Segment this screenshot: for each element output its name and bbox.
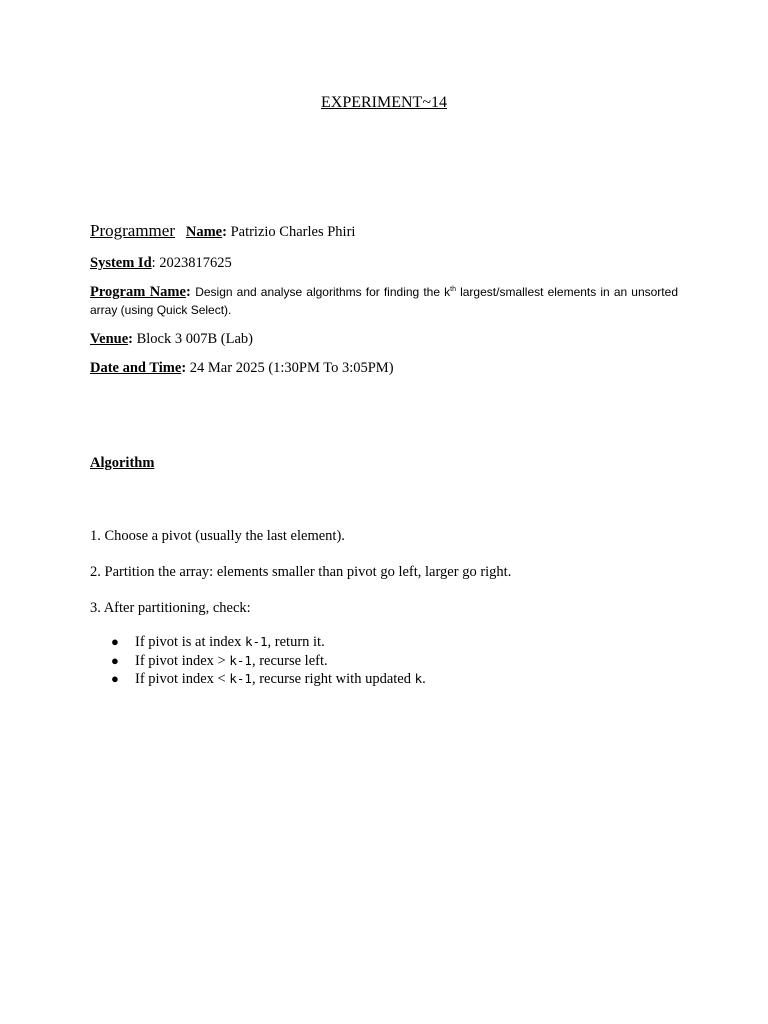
system-id-value: 2023817625 xyxy=(159,255,232,271)
name-label: Name xyxy=(185,224,223,240)
program-name-row: Program Name: Design and analyse algorithms for finding the $k^{th}$ largest/smallest elements in an unsorted array (using Quick Select). xyxy=(90,284,678,317)
check-item-2-code: k-1 xyxy=(229,652,252,668)
bullet-icon: ● xyxy=(111,671,119,686)
venue-row: Venue: Block 3 007B (Lab) xyxy=(90,331,253,347)
check-item-3 xyxy=(90,670,426,689)
bullet-icon: ● xyxy=(111,652,119,668)
check-item-3-code: k-1 xyxy=(229,671,252,686)
check-item-2-end: , recurse left. xyxy=(251,652,328,669)
algorithm-step-3: 3. After partitioning, check: xyxy=(90,600,251,616)
check-item-3-code2: k xyxy=(414,671,423,686)
venue-label: Venue xyxy=(90,331,129,347)
date-time-value: 24 Mar 2025 (1:30PM To 3:05PM) xyxy=(189,360,394,376)
program-name-label: Program Name xyxy=(90,284,186,300)
algorithm-step-1: 1. Choose a pivot (usually the last element). xyxy=(90,528,345,544)
system-id-row: System Id: 2023817625 xyxy=(90,255,232,271)
check-item-3-end: . xyxy=(422,671,426,687)
check-item-1 xyxy=(90,633,426,652)
system-id-label: System Id xyxy=(90,255,152,271)
date-time-label: Date and Time xyxy=(90,360,182,376)
programmer-value: Patrizio Charles Phiri xyxy=(230,224,356,240)
check-list xyxy=(90,633,426,689)
title-text: EXPERIMENT~14 xyxy=(321,94,447,111)
algorithm-step-2: 2. Partition the array: elements smaller than pivot go left, larger go right. xyxy=(90,564,512,580)
page-title xyxy=(0,93,768,113)
date-time-row: Date and Time: 24 Mar 2025 (1:30PM To 3:05PM) xyxy=(90,360,394,376)
check-item-3-text: If pivot index < xyxy=(135,671,230,687)
check-item-1-text: If pivot is at index xyxy=(135,634,245,650)
program-text-part-1: Design and analyse algorithms for finding the k xyxy=(195,285,451,299)
venue-value: Block 3 007B (Lab) xyxy=(136,331,253,347)
check-item-2-text: If pivot index > xyxy=(135,652,230,669)
check-item-1-end: , return it. xyxy=(267,634,325,650)
programmer-name-row: Programmer Name: Patrizio Charles Phiri xyxy=(90,221,356,240)
check-item-3-mid: , recurse right with updated xyxy=(251,671,415,687)
program-text-part-2: largest/smallest elements in an unsorted array (using Quick Select). xyxy=(90,285,678,317)
program-superscript: th xyxy=(450,286,456,293)
algorithm-heading: Algorithm xyxy=(90,455,155,471)
bullet-icon: ● xyxy=(111,634,119,649)
programmer-label: Programmer xyxy=(90,221,175,240)
check-item-2 xyxy=(90,652,426,671)
check-item-1-code: k-1 xyxy=(244,634,268,649)
